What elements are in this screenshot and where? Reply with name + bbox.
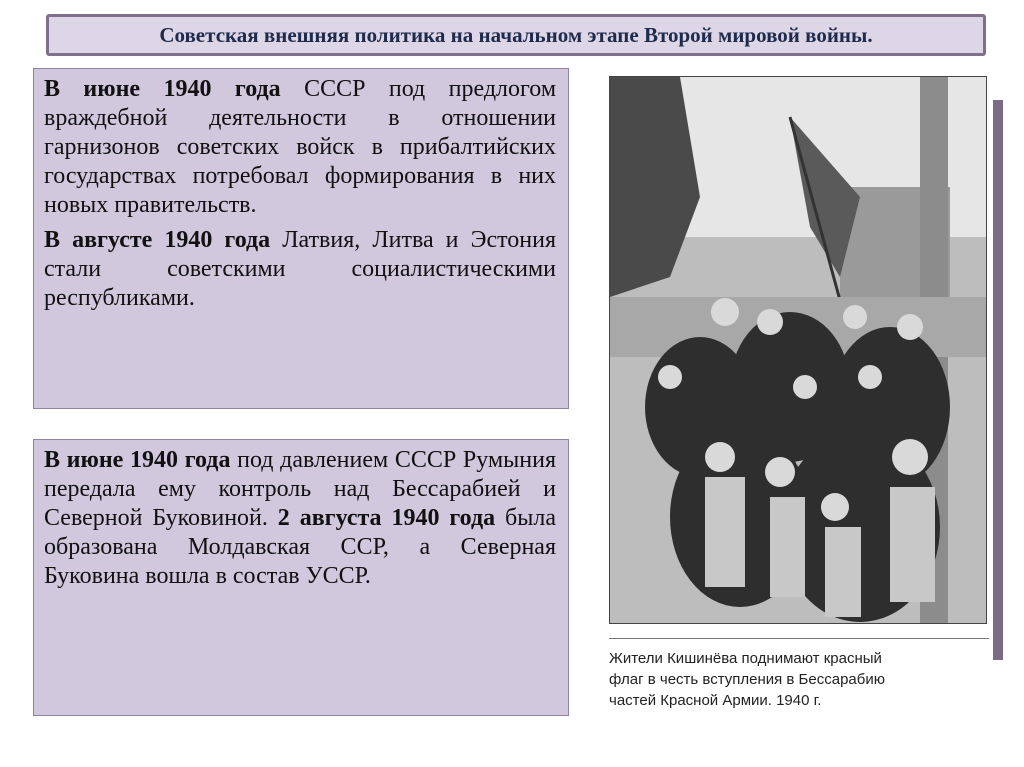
paragraph-june-text: СССР под предлогом враждебной деятельности в отношении гарнизонов советских войск в прибалтийских государствах потребовал формирования в них новых правительств. [44, 76, 557, 218]
page-edge-strip [993, 100, 1003, 660]
paragraph-moldavia-text: была образована Молдавская ССР, а Северная Буковина вошла в состав УССР. [44, 505, 556, 589]
photo-illustration [610, 77, 987, 624]
date-june-1940: В июне 1940 года [44, 76, 281, 102]
page-title: Советская внешняя политика на начальном этапе Второй мировой войны. [159, 22, 873, 47]
historical-photo [609, 76, 987, 624]
paragraph-june [44, 75, 556, 220]
caption-divider [609, 638, 989, 639]
text-box-baltic [33, 68, 569, 409]
text-box-bessarabia [33, 439, 569, 716]
date-august-2-1940: 2 августа 1940 года [277, 505, 496, 531]
paragraph-august-text: Латвия, Литва и Эстония стали советскими социалистическими республиками. [44, 227, 556, 311]
title-bar [46, 14, 986, 56]
paragraph-august [44, 226, 556, 313]
paragraph-bessarabia-text: под давлением СССР Румыния передала ему контроль над Бессарабией и Северной Буковиной. [44, 447, 557, 531]
date-june-1940-2: В июне 1940 года [44, 447, 231, 473]
photo-caption: Жители Кишинёва поднимают красный флаг в честь вступления в Бессарабию частей Красной Армии. 1940 г. [609, 650, 885, 709]
paragraph-bessarabia [44, 446, 556, 591]
date-august-1940: В августе 1940 года [44, 227, 271, 253]
